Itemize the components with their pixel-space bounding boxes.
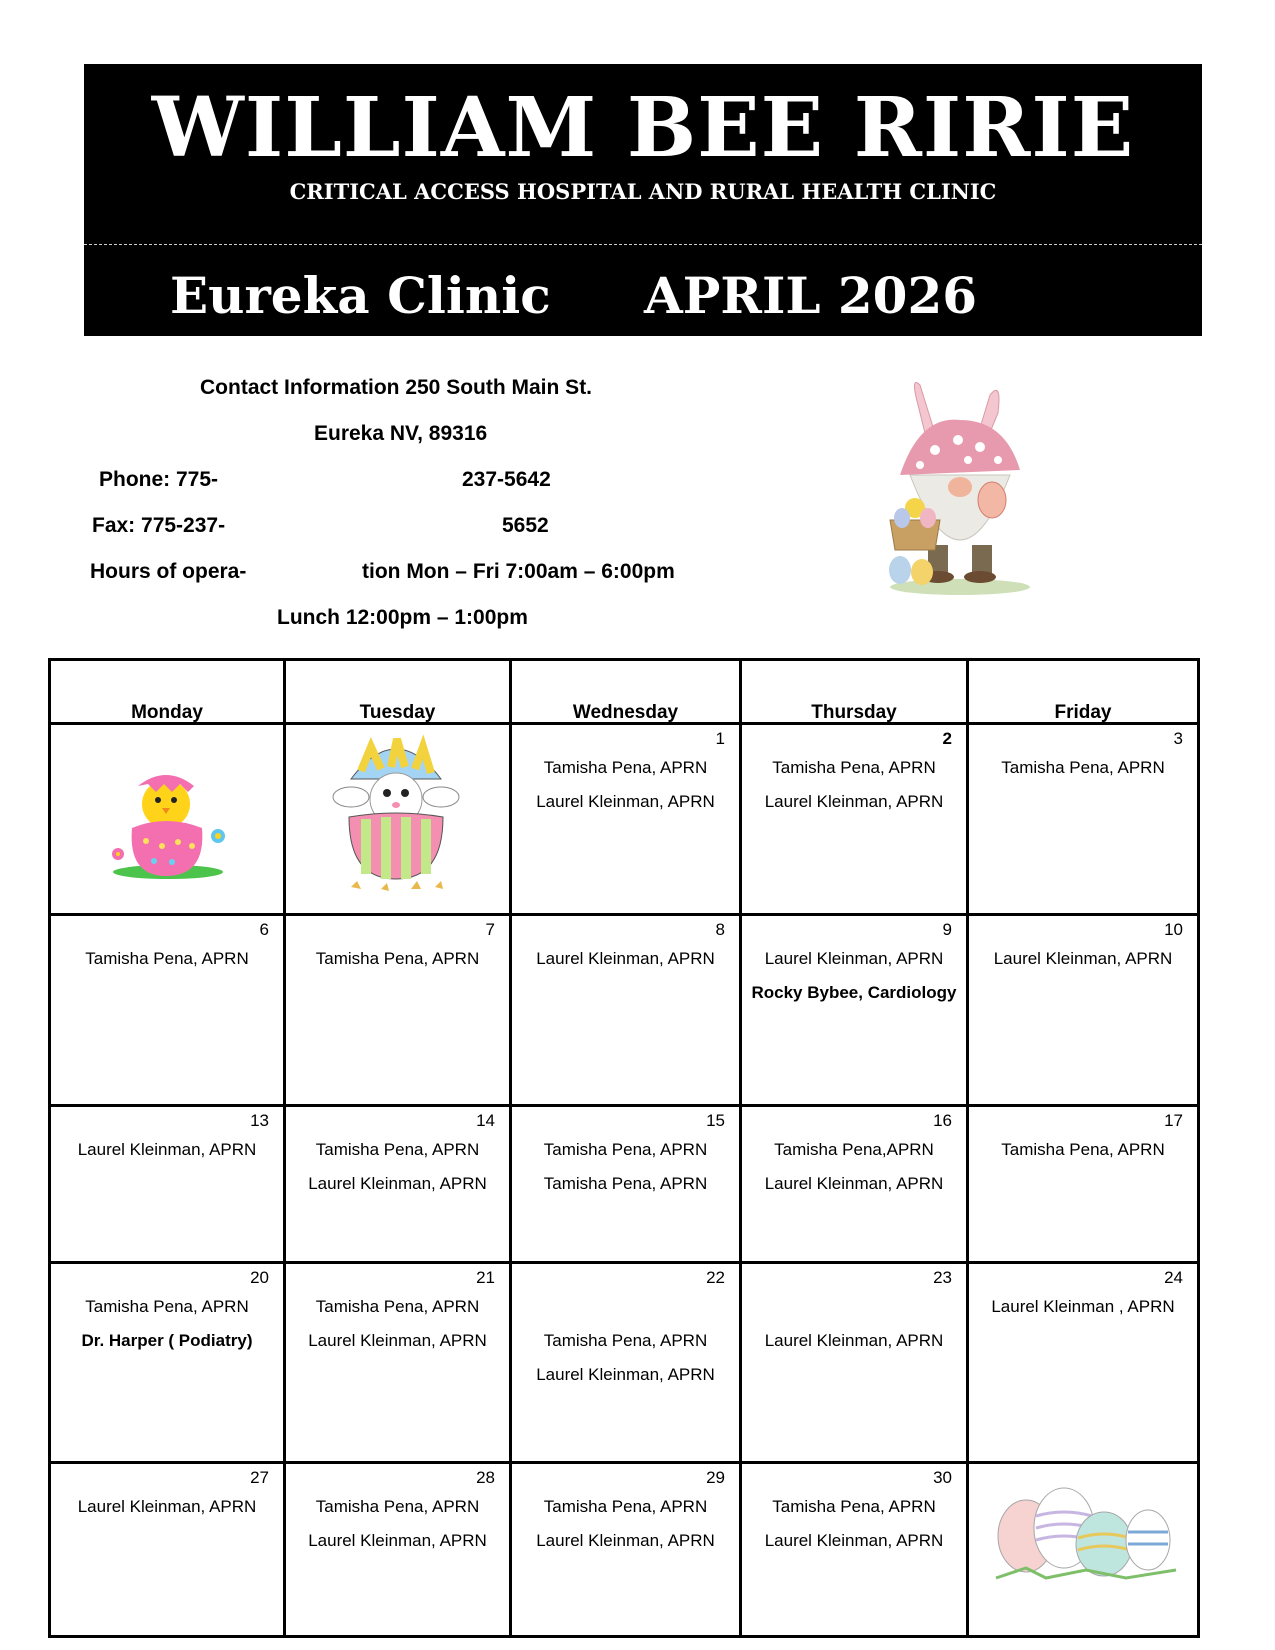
day-header-tuesday: Tuesday: [359, 702, 436, 723]
provider-entry: Tamisha Pena, APRN: [315, 1297, 480, 1316]
provider-entry: Laurel Kleinman, APRN: [77, 1497, 257, 1516]
day-header-friday: Friday: [1054, 702, 1112, 723]
provider-entry: Tamisha Pena, APRN: [1001, 758, 1165, 777]
provider-entry: Laurel Kleinman, APRN: [308, 1174, 487, 1193]
clinic-name: Eureka Clinic: [170, 266, 551, 325]
day-cell: [742, 1107, 966, 1287]
contact-fax-number: 5652: [502, 514, 549, 537]
day-number: 29: [706, 1468, 725, 1487]
day-cell: [969, 916, 1197, 1096]
calendar-month: APRIL 2026: [644, 266, 978, 325]
day-cell: [969, 1107, 1197, 1287]
day-cell: [286, 916, 509, 1096]
day-number: 2: [942, 729, 952, 748]
day-cell: [512, 725, 739, 905]
day-cell: [286, 1264, 509, 1444]
easter-eggs-image: [986, 1486, 1186, 1586]
provider-entry: Tamisha Pena,APRN: [774, 1140, 934, 1159]
contact-fax-label: Fax: 775-237-: [92, 514, 226, 537]
day-number: 16: [933, 1111, 952, 1130]
provider-entry: Tamisha Pena, APRN: [772, 758, 936, 777]
day-cell: [286, 1107, 509, 1287]
provider-entry: Laurel Kleinman, APRN: [536, 1365, 715, 1384]
day-number: 1: [715, 729, 725, 748]
day-number: 8: [715, 920, 725, 939]
contact-city: Eureka NV, 89316: [314, 422, 488, 445]
provider-entry: Tamisha Pena, APRN: [543, 1140, 708, 1159]
provider-entry: Laurel Kleinman, APRN: [764, 792, 944, 811]
hospital-subtitle: CRITICAL ACCESS HOSPITAL AND RURAL HEALTH CLINIC: [289, 179, 997, 204]
day-cell: [512, 1464, 739, 1644]
banner-divider: [84, 244, 1202, 245]
day-number: 3: [1173, 729, 1183, 748]
day-cell: [969, 1264, 1197, 1444]
provider-entry: Tamisha Pena, APRN: [315, 949, 480, 968]
provider-entry: Laurel Kleinman, APRN: [764, 1174, 944, 1193]
day-number: 21: [476, 1268, 495, 1287]
calendar-grid: [48, 658, 1200, 1638]
day-cell: [512, 916, 739, 1096]
day-number: 7: [485, 920, 495, 939]
day-header-monday: Monday: [131, 702, 203, 723]
day-number: 27: [250, 1468, 269, 1487]
provider-entry: Tamisha Pena, APRN: [1001, 1140, 1165, 1159]
day-number: 30: [933, 1468, 952, 1487]
bunny-in-egg-image: [331, 729, 461, 894]
provider-entry: Laurel Kleinman, APRN: [764, 1331, 944, 1350]
contact-phone-number: 237-5642: [462, 468, 551, 491]
provider-entry: Laurel Kleinman, APRN: [536, 792, 715, 811]
day-header-thursday: Thursday: [811, 702, 897, 723]
day-number: 23: [933, 1268, 952, 1287]
day-number: 24: [1164, 1268, 1183, 1287]
provider-entry: Tamisha Pena, APRN: [543, 758, 708, 777]
day-cell: [742, 725, 966, 905]
day-number: 20: [250, 1268, 269, 1287]
day-cell: [51, 1464, 283, 1644]
contact-hours-label: Hours of opera-: [90, 560, 247, 583]
provider-entry: Laurel Kleinman, APRN: [764, 949, 944, 968]
provider-entry: Tamisha Pena, APRN: [543, 1174, 708, 1193]
day-number: 6: [259, 920, 269, 939]
contact-hours-value: tion Mon – Fri 7:00am – 6:00pm: [362, 560, 675, 583]
provider-entry: Laurel Kleinman, APRN: [993, 949, 1173, 968]
day-header-wednesday: Wednesday: [572, 702, 679, 723]
provider-entry: Tamisha Pena, APRN: [85, 949, 249, 968]
provider-entry: Laurel Kleinman, APRN: [536, 1531, 715, 1550]
provider-entry: Laurel Kleinman, APRN: [308, 1531, 487, 1550]
provider-entry: Tamisha Pena, APRN: [543, 1497, 708, 1516]
provider-entry: Laurel Kleinman, APRN: [308, 1331, 487, 1350]
day-cell: [742, 916, 966, 1096]
header-banner: [84, 64, 1202, 336]
chick-in-egg-image: [106, 766, 238, 886]
day-number: 15: [706, 1111, 725, 1130]
day-cell: [51, 1107, 283, 1287]
day-cell: [286, 1464, 509, 1644]
day-number: 14: [476, 1111, 495, 1130]
provider-entry: Dr. Harper ( Podiatry): [81, 1331, 253, 1350]
day-number: 9: [942, 920, 952, 939]
provider-entry: Laurel Kleinman, APRN: [77, 1140, 257, 1159]
day-cell: [742, 1464, 966, 1644]
provider-entry: Laurel Kleinman, APRN: [764, 1531, 944, 1550]
provider-entry: Tamisha Pena, APRN: [315, 1140, 480, 1159]
day-cell: [51, 916, 283, 1096]
easter-gnome-image: [880, 375, 1040, 600]
provider-entry: Tamisha Pena, APRN: [543, 1331, 708, 1350]
day-number: 10: [1164, 920, 1183, 939]
contact-phone-label: Phone: 775-: [99, 468, 219, 491]
provider-entry: Laurel Kleinman , APRN: [991, 1297, 1175, 1316]
day-cell: [742, 1264, 966, 1444]
day-cell: [512, 1264, 739, 1444]
day-cell: [969, 725, 1197, 905]
day-number: 13: [250, 1111, 269, 1130]
day-number: 28: [476, 1468, 495, 1487]
provider-entry: Tamisha Pena, APRN: [315, 1497, 480, 1516]
day-number: 22: [706, 1268, 725, 1287]
day-cell: [512, 1107, 739, 1287]
day-cell: [51, 1264, 283, 1444]
contact-address: Contact Information 250 South Main St.: [200, 376, 593, 399]
contact-lunch: Lunch 12:00pm – 1:00pm: [277, 606, 528, 629]
provider-entry: Tamisha Pena, APRN: [85, 1297, 249, 1316]
hospital-title: WILLIAM BEE RIRIE: [151, 80, 1135, 176]
provider-entry: Laurel Kleinman, APRN: [536, 949, 715, 968]
provider-entry: Tamisha Pena, APRN: [772, 1497, 936, 1516]
provider-entry: Rocky Bybee, Cardiology: [751, 983, 957, 1002]
day-number: 17: [1164, 1111, 1183, 1130]
